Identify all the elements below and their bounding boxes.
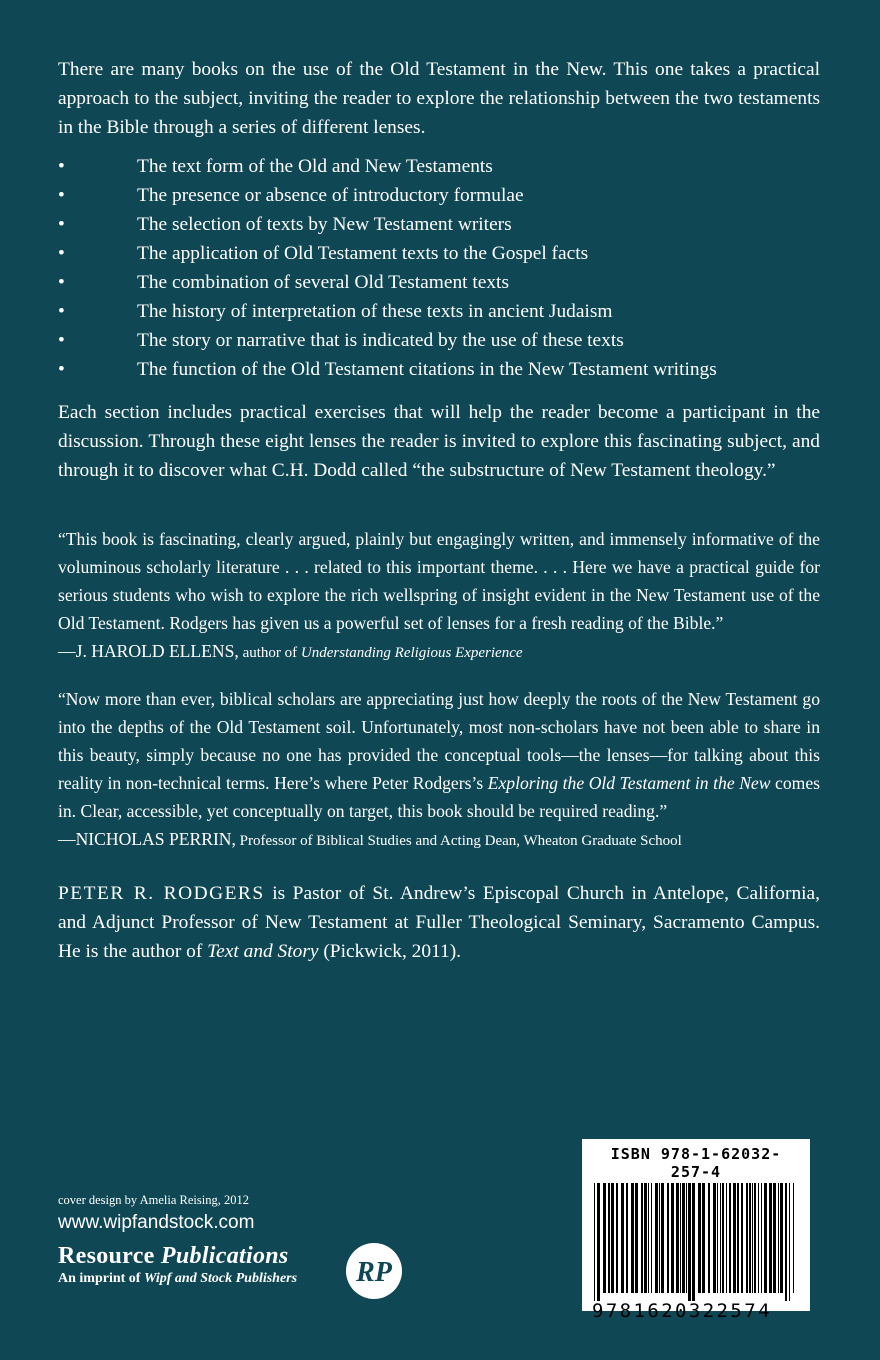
endorsement-quote: “Now more than ever, biblical scholars are appreciating just how deeply the roots of the New Testament go into the depths of the Old Testament soil. Unfortunately, most non-scholars have not been able to share in this beauty, simply because no one has provided the conceptual tools—the lenses—for talking about this reality in non-technical terms. Here’s where Peter Rodgers’s Exploring the Old Testament in the New comes in. Clear, accessible, yet conceptually on target, this book should be required reading.”: [58, 689, 820, 821]
barcode-bar: [659, 1183, 660, 1293]
bullet-icon: •: [58, 272, 65, 293]
book-title: Exploring the Old Testament in the New: [487, 773, 771, 793]
list-item: • The history of interpretation of these texts in ancient Judaism: [58, 297, 820, 326]
barcode-bar: [641, 1183, 643, 1293]
barcode-bar: [773, 1183, 776, 1293]
bullet-icon: •: [58, 214, 65, 235]
barcode-bar: [671, 1183, 674, 1293]
endorsement-attribution: —J. HAROLD ELLENS, author of Understanding Religious Experience: [58, 641, 523, 661]
barcode-bar: [667, 1183, 669, 1293]
imprint-line: An imprint of Wipf and Stock Publishers: [58, 1271, 298, 1286]
endorsement-attribution: —NICHOLAS PERRIN, Professor of Biblical Studies and Acting Dean, Wheaton Graduate School: [58, 829, 682, 849]
barcode-bar: [778, 1183, 779, 1293]
barcode-bar: [603, 1183, 606, 1293]
barcode-bar: [626, 1183, 628, 1293]
barcode-bar: [698, 1183, 701, 1293]
isbn-barcode: [582, 1139, 810, 1322]
barcode-bar: [688, 1183, 691, 1301]
barcode-bar: [789, 1183, 790, 1301]
endorsement-quote: “This book is fascinating, clearly argued, plainly but engagingly written, and immensely informative of the voluminous scholarly literature . . . related to this important theme. . . . Here we have a practical guide for serious students who wish to explore the rich wellspring of insight evident in the New Testament use of the Old Testament. Rodgers has given us a powerful set of lenses for a fresh reading of the Bible.”: [58, 529, 820, 633]
isbn-number: ISBN 978-1-62032-257-4: [610, 1145, 782, 1181]
barcode-bar: [680, 1183, 681, 1293]
barcode-bar: [746, 1183, 748, 1293]
publisher-footer: [58, 1192, 392, 1302]
barcode-bar: [764, 1183, 767, 1293]
barcode-bar: [729, 1183, 731, 1293]
author-name: PETER R. RODGERS: [58, 883, 265, 904]
book-title: Understanding Religious Experience: [300, 645, 523, 661]
barcode-bar: [635, 1183, 638, 1293]
barcode-bar: [692, 1183, 695, 1301]
exercises-paragraph: Each section includes practical exercises that will help the reader become a participant in the discussion. Through these eight lenses the reader is invited to explore this fascinating subject, and through it to discover what C.H. Dodd called “the substructure of New Testament theology.”: [58, 402, 820, 481]
author-bio: PETER R. RODGERS is Pastor of St. Andrew’s Episcopal Church in Antelope, California, and Adjunct Professor of New Testament at Fuller Theological Seminary, Sacramento Campus. He is the author of Text and Story (Pickwick, 2011).: [58, 883, 820, 962]
list-item: • The story or narrative that is indicated by the use of these texts: [58, 326, 820, 355]
barcode-bar: [720, 1183, 721, 1293]
barcode-bar: [686, 1183, 687, 1293]
bullet-icon: •: [58, 330, 65, 351]
list-item: • The function of the Old Testament citations in the New Testament writings: [58, 355, 820, 384]
ean-digits: 9781620322574: [592, 1300, 772, 1322]
barcode-bar: [761, 1183, 762, 1293]
barcode-bar: [737, 1183, 739, 1293]
list-item: • The text form of the Old and New Testaments: [58, 152, 820, 181]
barcode-bar: [785, 1183, 787, 1301]
svg-text:RP: RP: [356, 1257, 392, 1288]
barcode-bar: [631, 1183, 634, 1293]
barcode-bar: [733, 1183, 736, 1293]
barcode-bar: [648, 1183, 649, 1293]
rp-logo-icon: [345, 1242, 403, 1300]
back-cover-text: [58, 55, 820, 966]
barcode-bar: [780, 1183, 783, 1293]
barcode-bar: [708, 1183, 710, 1293]
bullet-icon: •: [58, 359, 65, 380]
barcode-bar: [644, 1183, 647, 1293]
intro-paragraph: There are many books on the use of the Old Testament in the New. This one takes a practical approach to the subject, inviting the reader to explore the relationship between the two testaments in the Bible through a series of different lenses.: [58, 59, 820, 138]
bullet-icon: •: [58, 185, 65, 206]
barcode-bar: [758, 1183, 759, 1293]
barcode-icon: [592, 1183, 800, 1301]
book-title: Text and Story: [207, 941, 319, 962]
barcode-bar: [597, 1183, 600, 1301]
barcode-bar: [726, 1183, 727, 1293]
endorsement-perrin: [58, 685, 820, 855]
bullet-icon: •: [58, 243, 65, 264]
list-item: • The selection of texts by New Testament writers: [58, 210, 820, 239]
list-item: • The application of Old Testament texts to the Gospel facts: [58, 239, 820, 268]
barcode-bar: [621, 1183, 624, 1293]
barcode-bar: [793, 1183, 794, 1293]
barcode-bar: [717, 1183, 718, 1293]
bullet-icon: •: [58, 156, 65, 177]
barcode-bar: [616, 1183, 618, 1293]
barcode-bar: [676, 1183, 679, 1293]
imprint: [58, 1242, 418, 1302]
barcode-bar: [749, 1183, 751, 1293]
barcode-bar: [661, 1183, 664, 1293]
barcode-bar: [611, 1183, 614, 1293]
barcode-bar: [741, 1183, 743, 1293]
list-item: • The combination of several Old Testament texts: [58, 268, 820, 297]
barcode-bar: [713, 1183, 716, 1293]
barcode-bar: [722, 1183, 724, 1293]
publisher-url[interactable]: www.wipfandstock.com: [58, 1212, 255, 1233]
bullet-icon: •: [58, 301, 65, 322]
barcode-bar: [594, 1183, 595, 1301]
lenses-list: [58, 152, 820, 384]
barcode-bar: [752, 1183, 753, 1293]
publisher-name: Resource Publications: [58, 1243, 289, 1269]
barcode-bar: [702, 1183, 705, 1293]
endorsement-ellens: [58, 525, 820, 667]
barcode-bar: [682, 1183, 685, 1293]
barcode-bar: [655, 1183, 658, 1293]
barcode-bar: [754, 1183, 756, 1293]
barcode-bar: [608, 1183, 610, 1293]
barcode-bar: [769, 1183, 772, 1293]
list-item: • The presence or absence of introductory formulae: [58, 181, 820, 210]
barcode-bar: [651, 1183, 652, 1293]
design-credit: cover design by Amelia Reising, 2012: [58, 1193, 249, 1207]
